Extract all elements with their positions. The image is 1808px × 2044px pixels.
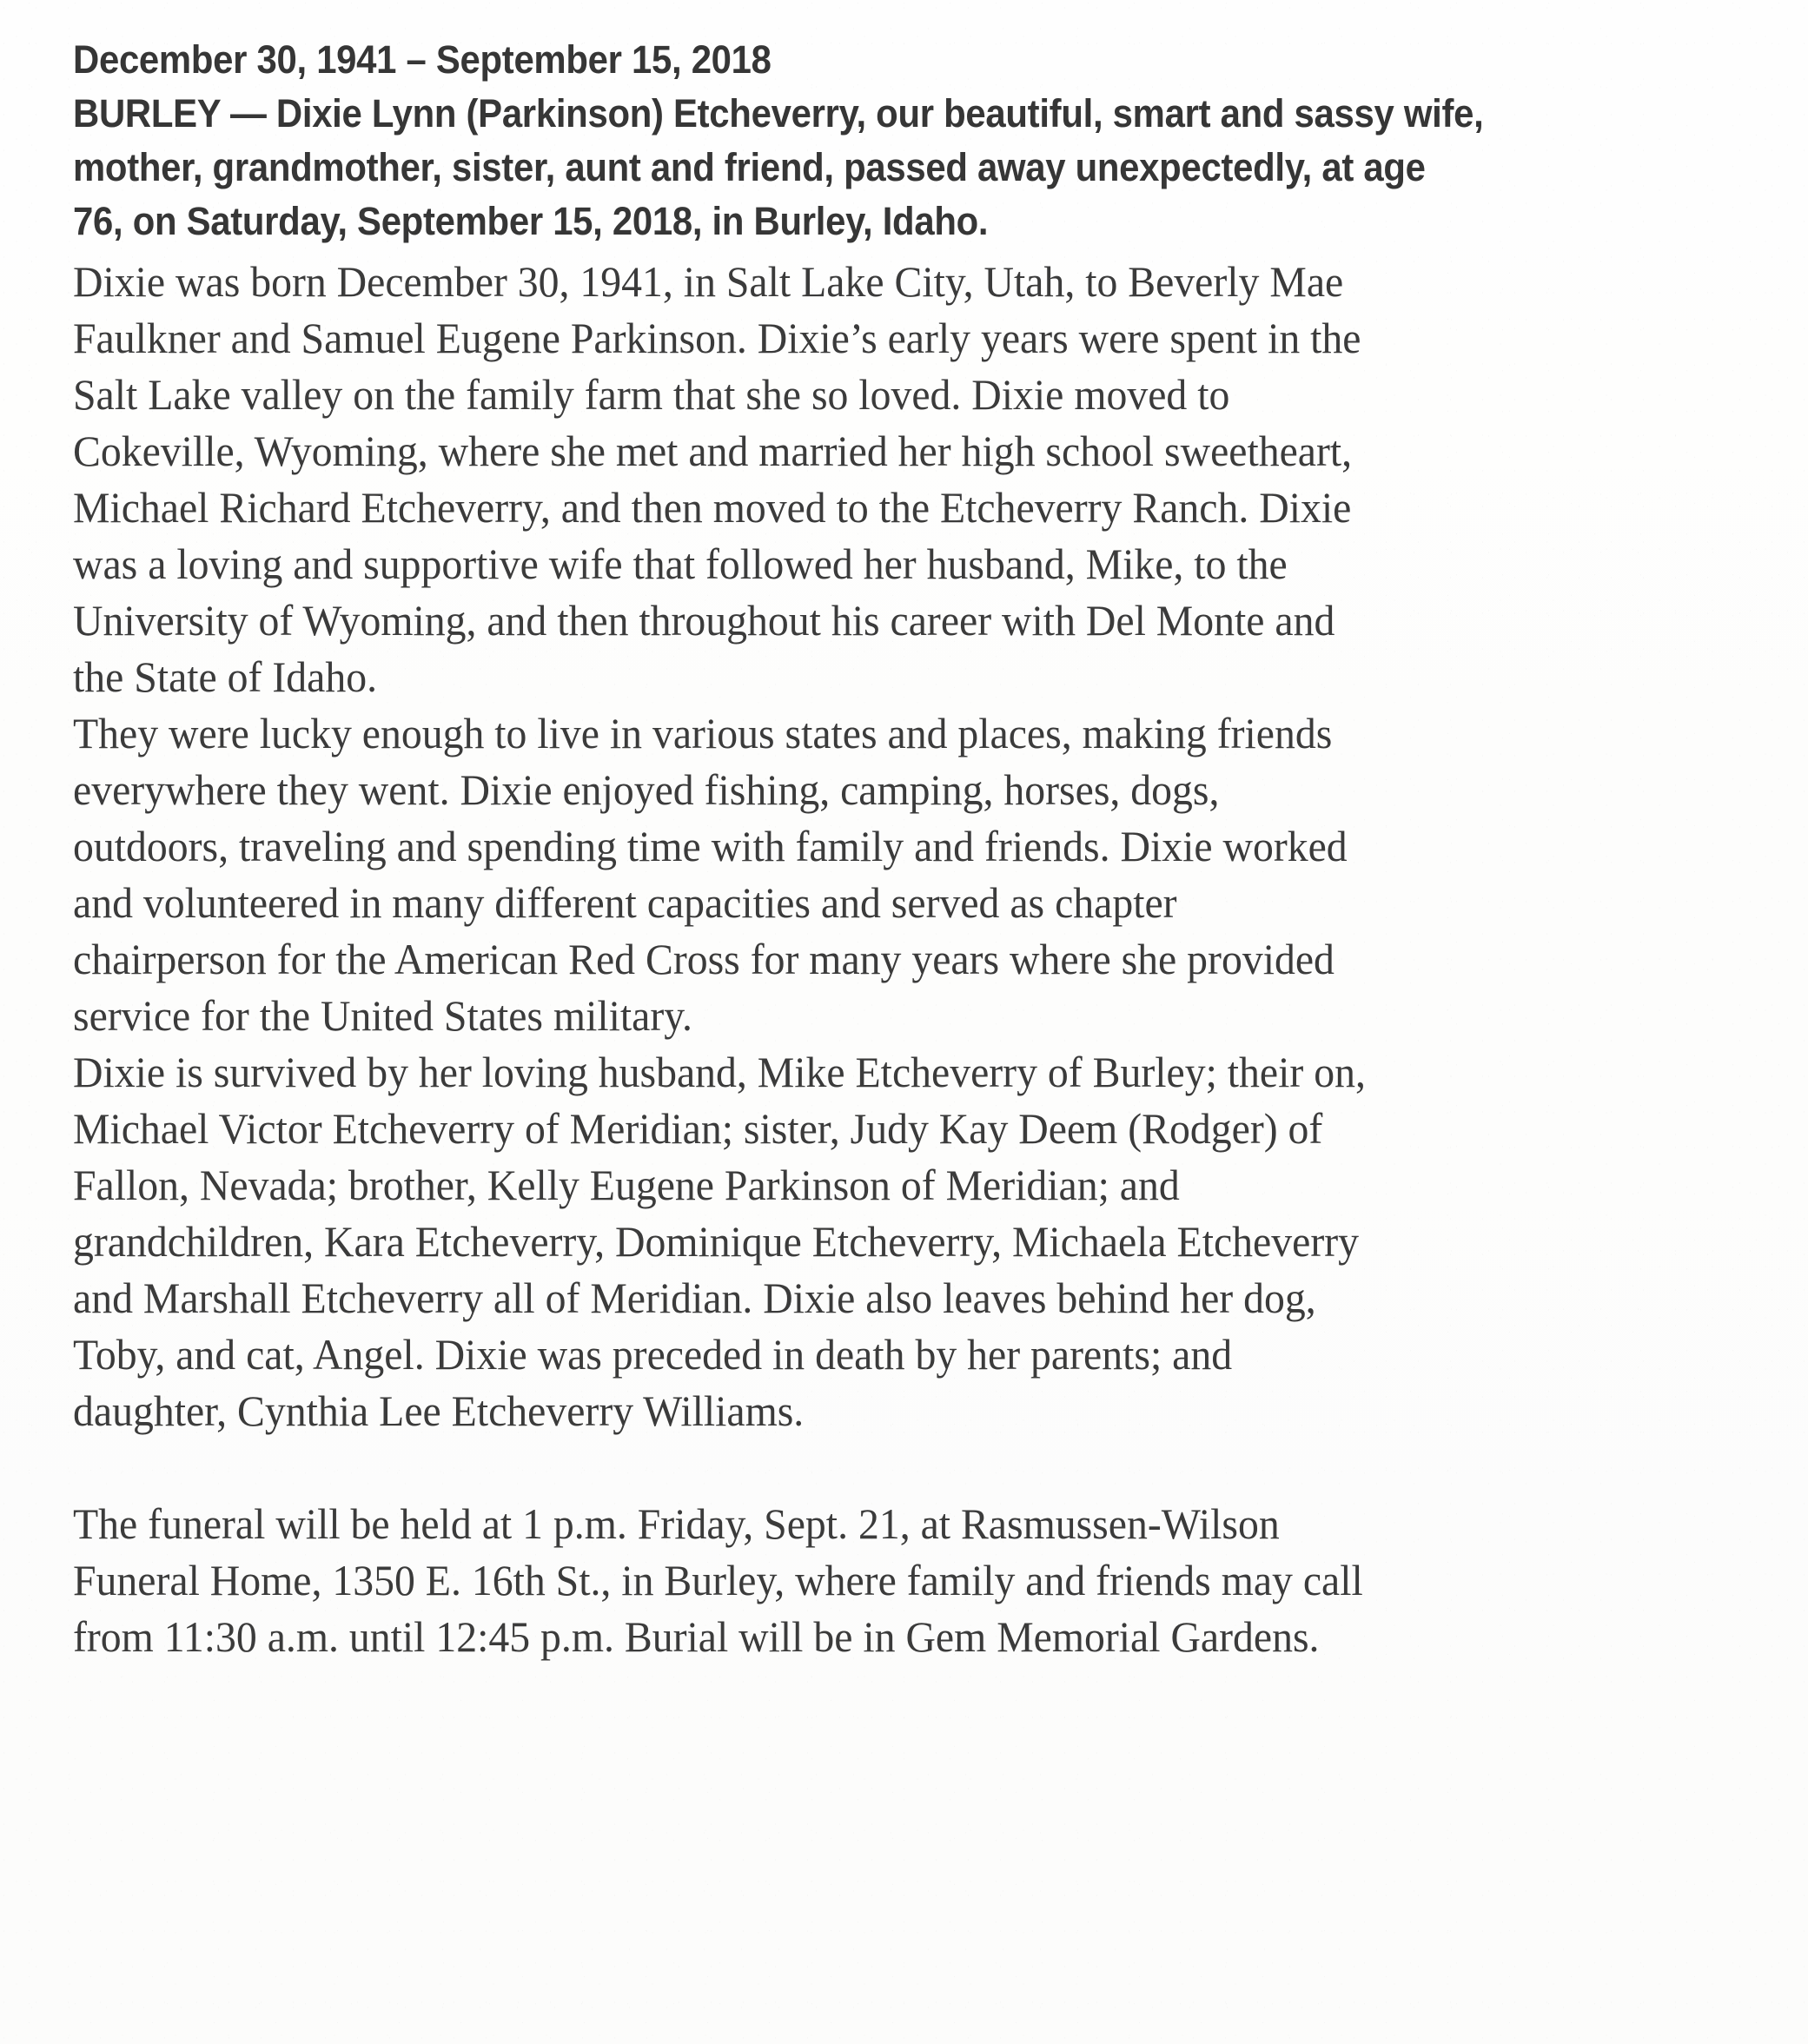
body-line: and Marshall Etcheverry all of Meridian. Dixie also leaves behind her dog, xyxy=(73,1273,1316,1322)
body-line: and volunteered in many different capacities and served as chapter xyxy=(73,878,1177,927)
body-line: Salt Lake valley on the family farm that she so loved. Dixie moved to xyxy=(73,370,1230,419)
paragraph-gap xyxy=(73,1439,1749,1496)
paragraph-life-and-service xyxy=(73,705,1749,1044)
body-line: the State of Idaho. xyxy=(73,652,378,701)
body-line: University of Wyoming, and then throughout his career with Del Monte and xyxy=(73,596,1335,645)
body-line: Toby, and cat, Angel. Dixie was preceded in death by her parents; and xyxy=(73,1330,1233,1379)
body-line: Funeral Home, 1350 E. 16th St., in Burley, where family and friends may call xyxy=(73,1556,1363,1604)
body-line: outdoors, traveling and spending time with family and friends. Dixie worked xyxy=(73,822,1348,870)
body-line: chairperson for the American Red Cross for many years where she provided xyxy=(73,935,1334,983)
lead-paragraph-line-3: 76, on Saturday, September 15, 2018, in Burley, Idaho. xyxy=(73,199,989,243)
body-line: daughter, Cynthia Lee Etcheverry Williams. xyxy=(73,1386,805,1435)
body-line: everywhere they went. Dixie enjoyed fishing, camping, horses, dogs, xyxy=(73,765,1220,814)
body-line: They were lucky enough to live in various states and places, making friends xyxy=(73,709,1333,757)
date-range-line: December 30, 1941 – September 15, 2018 xyxy=(73,37,772,82)
body-line: Michael Richard Etcheverry, and then moved to the Etcheverry Ranch. Dixie xyxy=(73,483,1352,532)
obituary-clipping xyxy=(73,33,1750,1665)
body-line: was a loving and supportive wife that followed her husband, Mike, to the xyxy=(73,539,1288,588)
body-line: service for the United States military. xyxy=(73,991,692,1040)
body-line: Dixie was born December 30, 1941, in Salt Lake City, Utah, to Beverly Mae xyxy=(73,257,1344,306)
paragraph-survivors xyxy=(73,1044,1749,1439)
lead-paragraph-line-1: BURLEY — Dixie Lynn (Parkinson) Etcheverry, our beautiful, smart and sassy wife, xyxy=(73,91,1484,136)
body-line: Faulkner and Samuel Eugene Parkinson. Dixie’s early years were spent in the xyxy=(73,314,1361,362)
paragraph-birth-and-early-life xyxy=(73,254,1749,705)
body-line: Fallon, Nevada; brother, Kelly Eugene Parkinson of Meridian; and xyxy=(73,1161,1180,1209)
obituary-lead-block xyxy=(73,33,1745,248)
body-line: from 11:30 a.m. until 12:45 p.m. Burial will be in Gem Memorial Gardens. xyxy=(73,1612,1320,1661)
body-line: Cokeville, Wyoming, where she met and married her high school sweetheart, xyxy=(73,427,1353,475)
paragraph-funeral-details xyxy=(73,1496,1749,1665)
body-line: grandchildren, Kara Etcheverry, Dominique Etcheverry, Michaela Etcheverry xyxy=(73,1217,1359,1266)
lead-paragraph-line-2: mother, grandmother, sister, aunt and friend, passed away unexpectedly, at age xyxy=(73,145,1426,189)
body-line: Dixie is survived by her loving husband, Mike Etcheverry of Burley; their on, xyxy=(73,1048,1366,1096)
body-line: Michael Victor Etcheverry of Meridian; sister, Judy Kay Deem (Rodger) of xyxy=(73,1104,1323,1153)
obituary-body-block xyxy=(73,254,1749,1665)
body-line: The funeral will be held at 1 p.m. Friday, Sept. 21, at Rasmussen-Wilson xyxy=(73,1499,1280,1548)
